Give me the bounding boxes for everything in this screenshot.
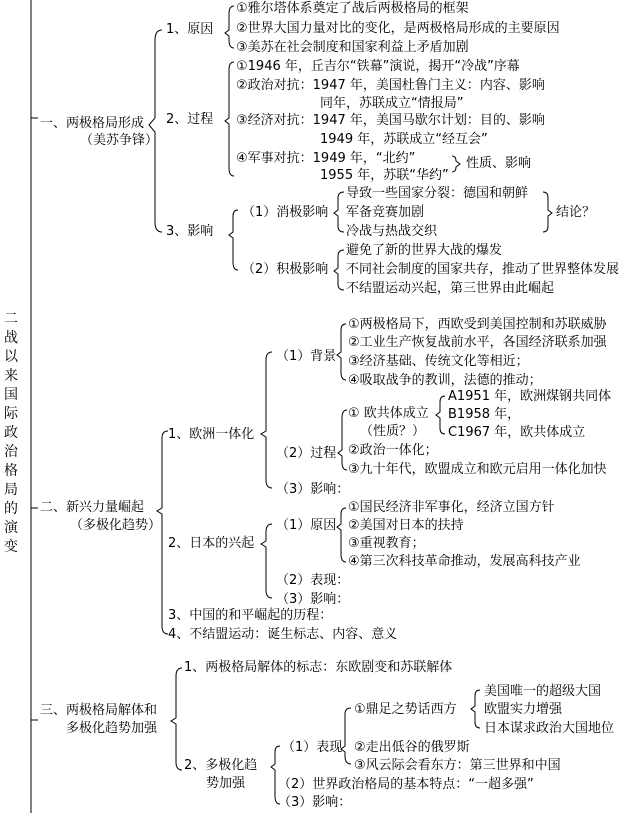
cause-item: ③美苏在社会制度和国家利益上矛盾加剧 (236, 40, 469, 55)
tri-label: ①鼎足之势话西方 (354, 702, 457, 717)
impact-label: 3、影响 (166, 224, 214, 239)
china-rise: 3、中国的和平崛起的历程： (168, 608, 333, 623)
tri-item: 日本谋求政治大国地位 (484, 721, 615, 736)
conclusion: 结论？ (556, 205, 596, 220)
s3-item-2a: 2、多极化趋 (184, 758, 258, 773)
cause-label: 1、原因 (166, 22, 214, 37)
perf-item: ②走出低谷的俄罗斯 (354, 740, 470, 755)
process-item: ④军事对抗：1949 年，“北约” (236, 151, 416, 166)
europe-label: 1、欧洲一体化 (168, 427, 255, 442)
ec-year: B1958 年， (448, 407, 521, 422)
positive-brace (334, 250, 344, 290)
process-item: 1949 年，苏联成立“经互会” (320, 132, 488, 147)
s1-title-b: （美苏争锋） (80, 133, 159, 148)
military-nature: 性质、影响 (466, 156, 532, 171)
positive-item: 不结盟运动兴起，第三世界由此崛起 (346, 281, 555, 296)
cause-item: ①雅尔塔体系奠定了战后两极格局的框架 (236, 1, 469, 16)
process-brace (225, 62, 234, 176)
negative-item: 冷战与热战交织 (346, 224, 438, 239)
s3-title-b: 多极化趋势加强 (66, 721, 158, 736)
s3-title-a: 三、两极格局解体和 (40, 703, 158, 718)
bg-item: ②工业生产恢复战前水平，各国经济联系加强 (348, 335, 607, 350)
bg-label: （1）背景 (276, 349, 337, 364)
process-label: 2、过程 (166, 112, 214, 127)
cause-item: ②世界大国力量对比的变化，是两极格局形成的主要原因 (236, 21, 560, 36)
japan-brace (261, 524, 272, 598)
bg-brace (337, 324, 346, 380)
positive-item: 不同社会制度的国家共存，推动了世界整体发展 (346, 262, 620, 277)
ec-label: ① 欧共体成立 (348, 406, 429, 421)
eu-impact: （3）影响： (276, 482, 350, 497)
process-item: 1955 年，苏联“华约” (320, 168, 449, 183)
s3-impact: （3）影响： (278, 795, 352, 810)
jp-cause-item: ②美国对日本的扶持 (348, 518, 464, 533)
root-title: 二战以来国际政治格局的演变 (4, 311, 18, 555)
process-item: 同年，苏联成立“情报局” (320, 96, 464, 111)
negative-item: 军备竞赛加剧 (346, 205, 425, 220)
s3-item-1: 1、两极格局解体的标志：东欧剧变和苏联解体 (184, 660, 453, 675)
cause-brace (225, 6, 234, 48)
positive-item: 避免了新的世界大战的爆发 (346, 243, 503, 258)
s3-item-2b: 势加强 (206, 776, 246, 791)
europe-brace (261, 352, 272, 488)
ec-year: A1951 年，欧洲煤钢共同体 (448, 389, 612, 404)
process-item: ②政治对抗：1947 年，美国杜鲁门主义：内容、影响 (236, 78, 545, 93)
non-aligned: 4、不结盟运动：诞生标志、内容、意义 (168, 627, 398, 642)
s2-title-a: 二、新兴力量崛起 (40, 500, 145, 515)
feature: （2）世界政治格局的基本特点：“一超多强” (278, 777, 534, 792)
proc-item: ②政治一体化； (348, 443, 438, 458)
perf-label: （1）表现 (282, 740, 343, 755)
tri-item: 美国唯一的超级大国 (484, 684, 602, 699)
bg-item: ④吸取战争的教训，法德的推动； (348, 373, 542, 388)
negative-label: （1）消极影响 (242, 205, 329, 220)
tri-item: 欧盟实力增强 (484, 702, 563, 717)
military-brace (452, 156, 460, 172)
proc-label: （2）过程 (276, 446, 337, 461)
process-item: ①1946 年，丘吉尔“铁幕”演说，揭开“冷战”序幕 (236, 59, 520, 74)
ec-year: C1967 年，欧共体成立 (448, 425, 586, 440)
proc-item: ③九十年代，欧盟成立和欧元启用一体化加快 (348, 462, 607, 477)
ec-year-brace (436, 396, 445, 434)
jp-performance: （2）表现： (276, 573, 350, 588)
s2-title-b: （多极化趋势） (70, 518, 162, 533)
japan-label: 2、日本的兴起 (168, 536, 255, 551)
perf-brace (341, 708, 351, 764)
jp-cause-item: ③重视教育； (348, 536, 425, 551)
conclusion-brace (543, 192, 552, 232)
ec-nature: （性质？） (360, 424, 426, 439)
negative-item: 导致一些国家分裂：德国和朝鲜 (346, 186, 529, 201)
process-item: ③经济对抗：1947 年，美国马歇尔计划：目的、影响 (236, 113, 545, 128)
proc-brace (338, 410, 347, 470)
s3-brace (171, 668, 182, 770)
jp-impact: （3）影响： (276, 592, 350, 607)
jp-cause-item: ④第三次科技革命推动，发展高科技产业 (348, 554, 581, 569)
tri-brace (471, 690, 480, 728)
s1-brace (149, 30, 162, 232)
jp-cause-brace (337, 508, 346, 562)
jp-cause-label: （1）原因 (276, 518, 337, 533)
bg-item: ③经济基础、传统文化等相近； (348, 354, 529, 369)
bg-item: ①两极格局下，西欧受到美国控制和苏联威胁 (348, 317, 607, 332)
positive-label: （2）积极影响 (242, 262, 329, 277)
s1-title-a: 一、两极格局形成 (40, 116, 145, 131)
impact-brace (229, 210, 238, 270)
perf-item: ③风云际会看东方：第三世界和中国 (354, 758, 561, 773)
negative-brace (334, 192, 344, 232)
jp-cause-item: ①国民经济非军事化，经济立国方针 (348, 500, 555, 515)
